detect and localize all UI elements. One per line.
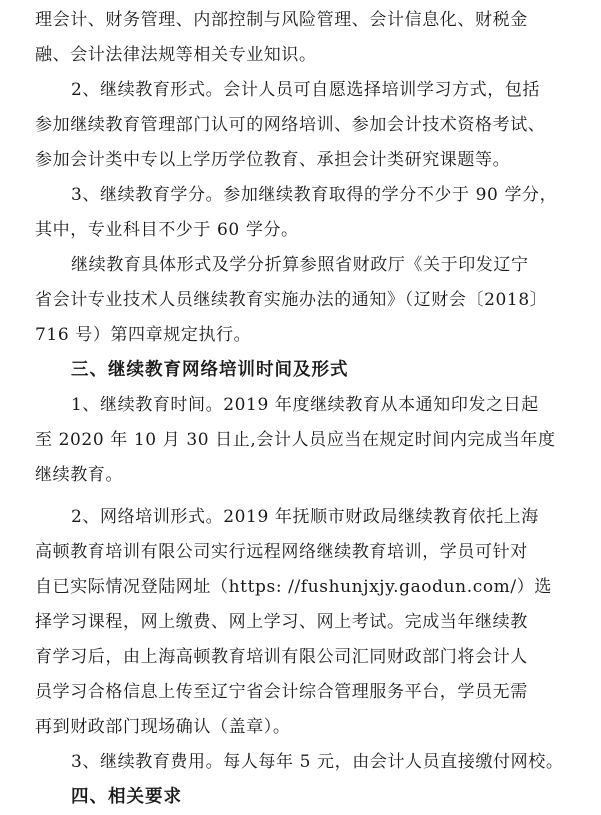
text-line: 择学习课程，网上缴费、网上学习、网上考试。完成当年继续教 [35,612,528,632]
text-line: 参加会计类中专以上学历学位教育、承担会计类研究课题等。 [35,150,511,170]
paragraph-line: 3、继续教育费用。每人每年 5 元，由会计人员直接缴付网校。 [71,752,564,772]
paragraph-line: 3、继续教育学分。参加继续教育取得的学分不少于 90 学分， [71,185,558,205]
text-line: 再到财政部门现场确认（盖章）。 [35,717,291,737]
text-line: 理会计、财务管理、内部控制与风险管理、会计信息化、财税金 [35,10,528,30]
section-heading: 三、继续教育网络培训时间及形式 [71,360,349,380]
text-line: 育学习后，由上海高顿教育培训有限公司汇同财政部门将会计人 [35,647,528,667]
text-line: 至 2020 年 10 月 30 日止,会计人员应当在规定时间内完成当年度 [35,430,556,450]
text-line: 参加继续教育管理部门认可的网络培训、参加会计技术资格考试、 [35,115,546,135]
text-line: 融、会计法律法规等相关专业知识。 [35,45,317,65]
paragraph-line: 2、继续教育形式。会计人员可自愿选择培训学习方式，包括 [71,80,541,100]
text-line: 其中，专业科目不少于 60 学分。 [35,220,299,240]
paragraph-line: 2、网络培训形式。2019 年抚顺市财政局继续教育依托上海 [71,507,539,527]
text-line: 继续教育。 [35,465,123,485]
paragraph-line: 1、继续教育时间。2019 年度继续教育从本通知印发之日起 [71,395,539,415]
text-line: 自已实际情况登陆网址（https: //fushunjxjy.gaodun.com/）选 [35,577,552,597]
section-heading: 四、相关要求 [71,787,182,807]
text-line: 省会计专业技术人员继续教育实施办法的通知》（辽财会〔2018〕 [35,290,548,310]
text-line: 员学习合格信息上传至辽宁省会计综合管理服务平台，学员无需 [35,682,528,702]
text-line: 716 号）第四章规定执行。 [35,325,252,345]
text-line: 高顿教育培训有限公司实行远程网络继续教育培训，学员可针对 [35,542,528,562]
paragraph-line: 继续教育具体形式及学分折算参照省财政厅《关于印发辽宁 [71,255,529,275]
